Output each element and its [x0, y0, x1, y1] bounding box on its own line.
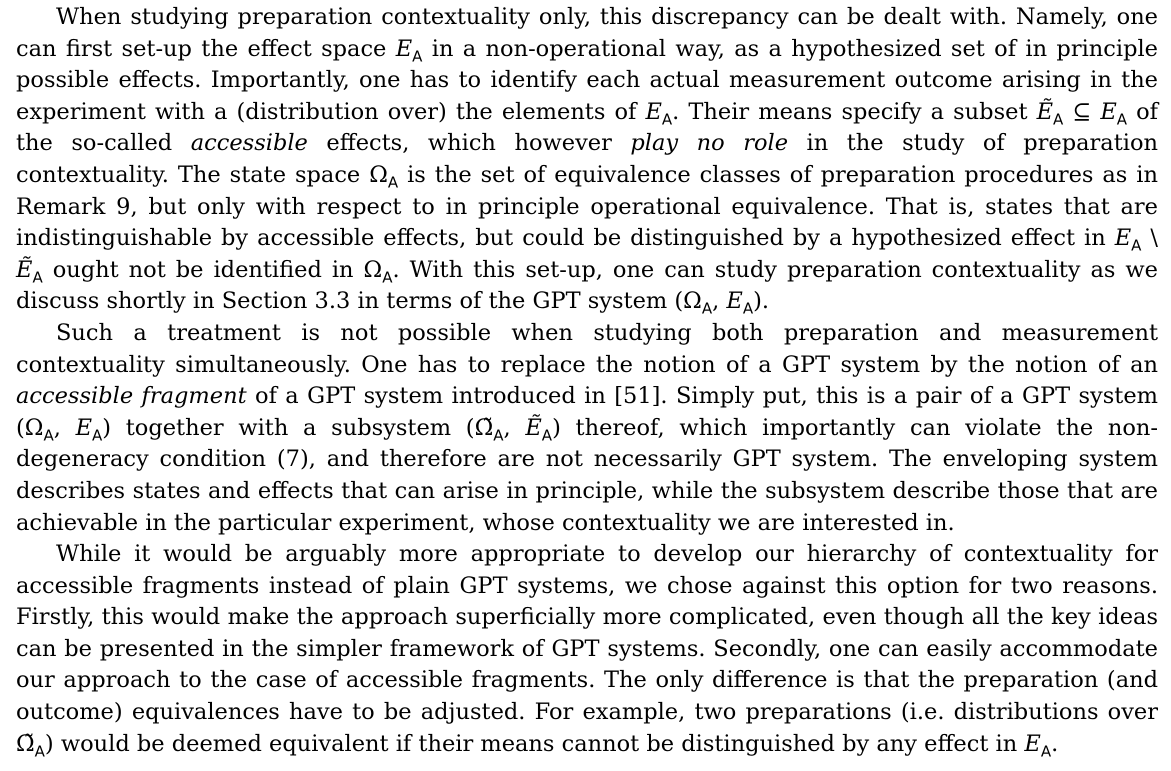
math-symbol: Ẽ: [1036, 98, 1054, 125]
math-symbol: Ẽ: [16, 256, 33, 283]
math-subscript: A: [387, 173, 399, 192]
text-run: \: [1141, 225, 1159, 252]
text-run: . With this set-up, one can study preparation contextuality as we discuss shortly in Section 3.3 in terms of the GPT system (: [16, 256, 1158, 315]
paragraph: [16, 318, 1158, 539]
math-symbol: E: [1100, 98, 1117, 125]
math-subscript: A: [493, 426, 504, 445]
text-run: Such a treatment is not possible when studying both preparation and measurement contextuality simultaneously. One has to replace the notion of a GPT system by the notion of an: [16, 319, 1158, 378]
text-run: ,: [53, 414, 76, 441]
text-run: . Their means specify a subset: [672, 98, 1037, 125]
math-symbol: E: [395, 35, 413, 62]
text-run: ) thereof, which importantly can violate the non-degeneracy condition (7), and therefore are not necessarily GPT system. The enveloping system describes states and effects that can arise in principle, while the subsystem describe those that are achievable in the particular experiment, whose contextuality we are interested in.: [16, 414, 1158, 536]
math-symbol: E: [1114, 225, 1132, 252]
math-subscript: A: [32, 268, 43, 287]
text-run: effects, which however: [307, 130, 631, 157]
math-subscript: A: [92, 426, 103, 445]
math-subscript: A: [382, 268, 393, 287]
text-run: Ω: [24, 414, 44, 441]
math-symbol: E: [1024, 730, 1041, 757]
text-run: of a GPT system introduced in [51]. Simply put, this is a pair of a GPT system (: [16, 383, 1158, 441]
paper-text-body: [16, 2, 1158, 760]
emphasis-text: play no role: [630, 130, 789, 157]
text-run: Ω: [683, 288, 702, 315]
math-subscript: A: [1040, 742, 1052, 761]
math-symbol: E: [75, 414, 92, 441]
emphasis-text: accessible: [190, 130, 308, 157]
math-subscript: A: [43, 426, 54, 445]
text-run: ought not be identified in: [42, 256, 364, 283]
text-run: ) together with a subsystem (: [102, 414, 475, 441]
text-run: While it would be arguably more appropriate to develop our hierarchy of contextuality for accessible fragments instead of plain GPT systems, we chose against this option for two reasons. Firstly, this would make the approach superficially more complicated, even though all the key ideas can be presented in the simpler framework of GPT systems. Secondly, one can easily accommodate our approach to the case of accessible fragments. The only difference is that the preparation (and outcome) equivalences have to be adjusted. For example, two preparations (i.e. distributions over: [16, 541, 1158, 726]
text-run: ) would be deemed equivalent if their means cannot be distinguished by any effect in: [44, 730, 1025, 757]
math-subscript: A: [1131, 236, 1142, 255]
emphasis-text: accessible fragment: [16, 383, 247, 410]
math-symbol: Ẽ: [525, 414, 542, 441]
text-run: Ω̃: [474, 414, 494, 441]
text-run: .: [1051, 730, 1059, 757]
text-run: in the study of preparation contextuality. The state space: [16, 130, 1158, 188]
math-symbol: E: [645, 98, 662, 125]
math-subscript: A: [541, 426, 553, 445]
math-subscript: A: [742, 299, 754, 318]
paragraph: [16, 539, 1158, 760]
text-run: in a non-operational way, as a hypothesized set of in principle possible effects. Importantly, one has to identify each actual measurement outcome arising in the experiment with a (distribution over) the elements of: [16, 35, 1158, 125]
text-run: ,: [712, 288, 727, 315]
math-subscript: A: [661, 110, 673, 129]
text-run: Ω: [363, 256, 383, 283]
text-run: is the set of equivalence classes of preparation procedures as in Remark 9, but only with respect to in principle operational equivalence. That is, states that are indistinguishable by accessible effects, but could be distinguished by a hypothesized effect in: [16, 161, 1158, 252]
text-run: When studying preparation contextuality only, this discrepancy can be dealt with. Namely, one can first set-up the effect space: [16, 4, 1158, 62]
text-run: ⊆: [1063, 98, 1101, 125]
text-run: ).: [753, 288, 770, 315]
paragraph: [16, 2, 1158, 318]
text-run: Ω̃: [16, 730, 35, 757]
math-symbol: E: [726, 288, 743, 315]
math-subscript: A: [412, 47, 423, 66]
math-subscript: A: [1116, 110, 1128, 129]
math-subscript: A: [1053, 110, 1064, 129]
math-subscript: A: [34, 742, 45, 761]
math-subscript: A: [701, 299, 713, 318]
text-run: ,: [503, 414, 526, 441]
text-run: of the so-called: [16, 98, 1158, 157]
text-run: Ω: [369, 161, 388, 188]
